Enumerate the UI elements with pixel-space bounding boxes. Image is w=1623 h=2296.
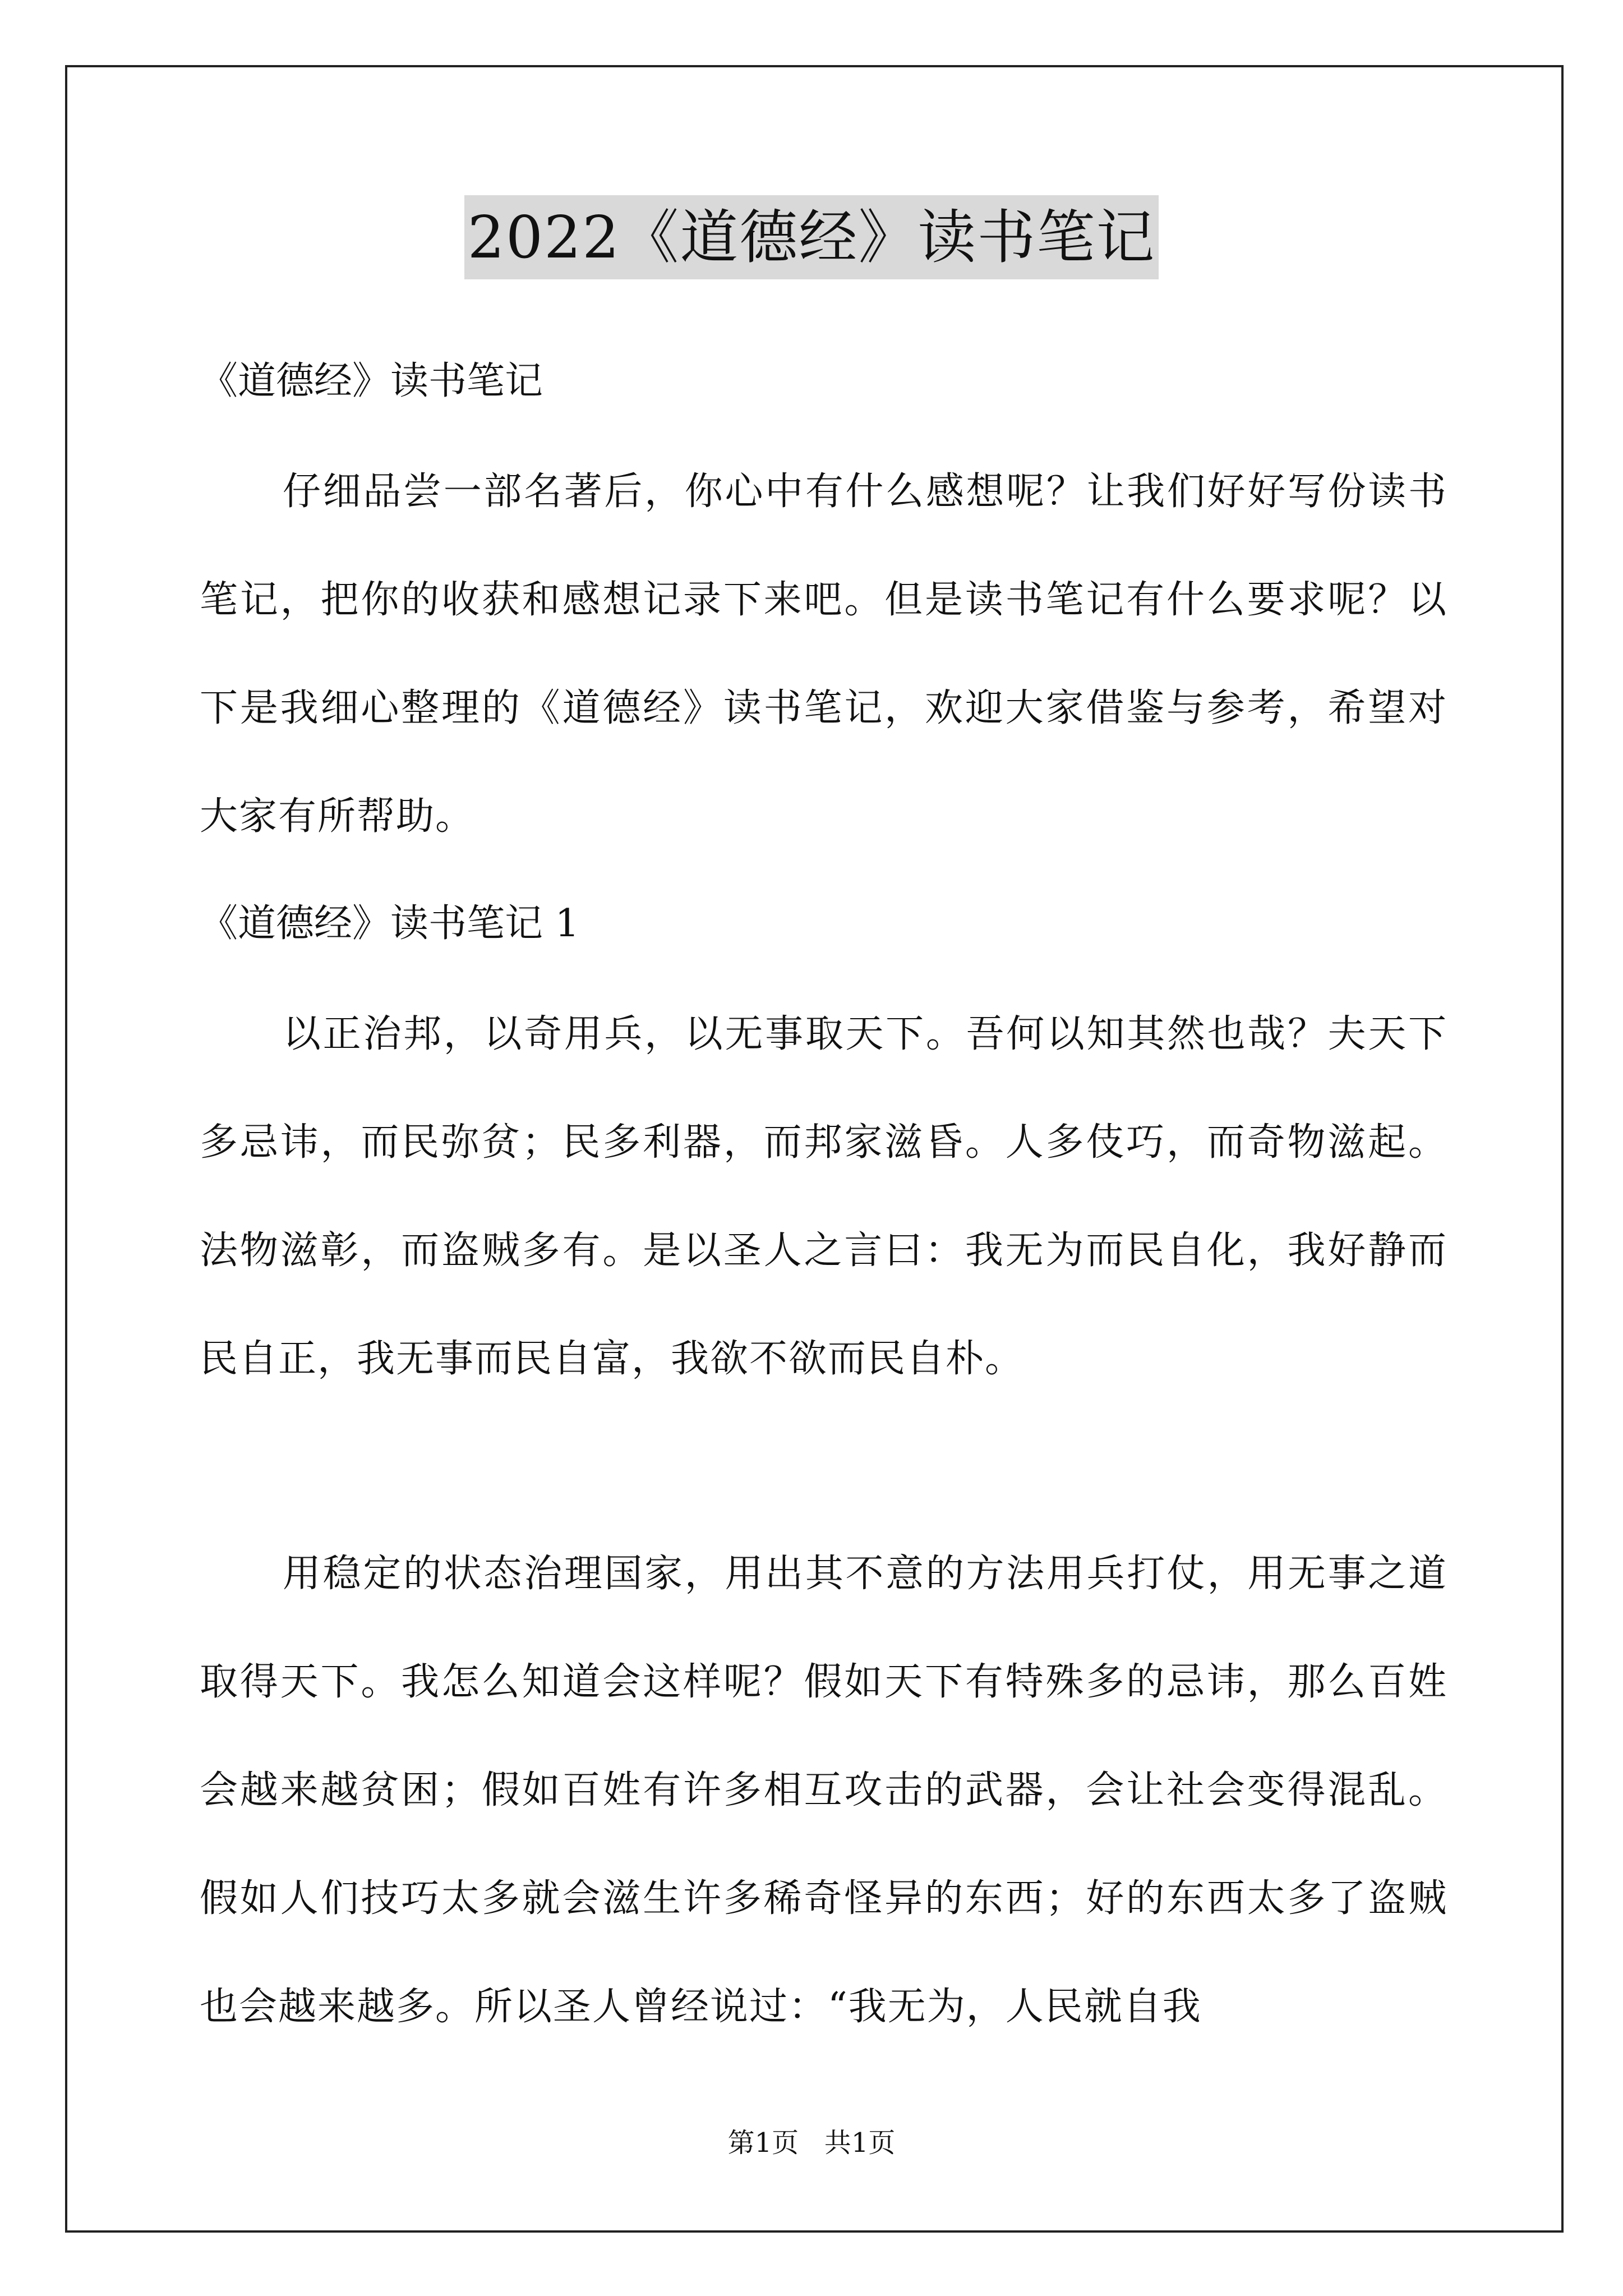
title-container: [0, 195, 1623, 279]
quote-paragraph: 以正治邦，以奇用兵，以无事取天下。吾何以知其然也哉？夫天下多忌讳，而民弥贫；民多利器，而邦家滋昏。人多伎巧，而奇物滋起。法物滋彰，而盗贼多有。是以圣人之言曰：我无为而民自化，我好静而民自正，我无事而民自富，我欲不欲而民自朴。: [200, 1012, 1447, 1381]
translation-paragraph: 用稳定的状态治理国家，用出其不意的方法用兵打仗，用无事之道取得天下。我怎么知道会这样呢？假如天下有特殊多的忌讳，那么百姓会越来越贫困；假如百姓有许多相互攻击的武器，会让社会变得混乱。假如人们技巧太多就会滋生许多稀奇怪异的东西；好的东西太多了盗贼也会越来越多。所以圣人曾经说过：“我无为，人民就自我: [200, 1552, 1447, 2029]
subtitle-heading: 《道德经》读书笔记: [200, 359, 543, 403]
paragraph-spacer: [200, 1413, 1447, 1520]
intro-paragraph: 仔细品尝一部名著后，你心中有什么感想呢？让我们好好写份读书笔记，把你的收获和感想记录下来吧。但是读书笔记有什么要求呢？以下是我细心整理的《道德经》读书笔记，欢迎大家借鉴与参考，希望对大家有所帮助。: [200, 470, 1447, 839]
document-title: 2022《道德经》读书笔记: [464, 195, 1159, 279]
page-footer: 第1页 共1页: [727, 2127, 896, 2159]
document-body: [200, 328, 1447, 2061]
section-heading: 《道德经》读书笔记 1: [200, 901, 579, 946]
